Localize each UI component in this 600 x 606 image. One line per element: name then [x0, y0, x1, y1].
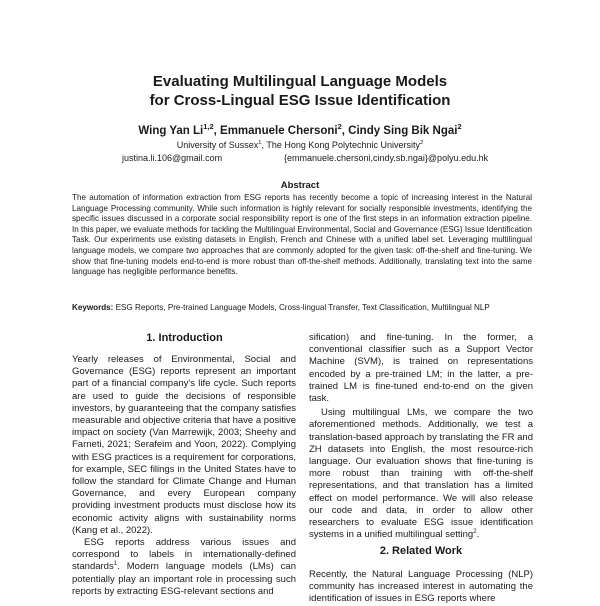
footnote-marker: 1	[113, 560, 118, 568]
author-3-affil: 2	[457, 122, 462, 132]
author-1-affil: 1,2	[203, 122, 214, 132]
keywords	[72, 303, 532, 314]
footnote-marker: 2	[473, 528, 477, 536]
author-2: Emmanuele Chersoni	[220, 125, 338, 137]
affiliations	[0, 140, 600, 150]
author-separator: ,	[341, 125, 349, 137]
paper-title	[0, 72, 600, 110]
section-heading-introduction: 1. Introduction	[146, 332, 223, 344]
affiliation-1-marker: 1	[258, 140, 262, 146]
email-right[interactable]: {emmanuele.chersoni,cindy.sb.ngai}@polyu.edu.hk	[284, 153, 489, 163]
affiliation-separator: ,	[261, 140, 267, 150]
title-line-2: for Cross-Lingual ESG Issue Identification	[149, 92, 451, 109]
author-2-affil: 2	[337, 122, 342, 132]
abstract-heading: Abstract	[280, 180, 320, 191]
paragraph: Yearly releases of Environmental, Social and Governance (ESG) reports represent an important part of a financial company's life cycle. Such reports are used to guide the decisions of responsible investors, by guaranteeing that the company satisfies measurable and objective criteria that have a positive impact on society (Van Marrewijk, 2003; Sheehy and Farneti, 2021; Serafeim and Yoon, 2022). Complying with ESG practices is a requirement for corporations, for example, SEC filings in the United States have to follow the standard for Climate Change and Human Governance, and every European company providing investment products must disclose how its economic activity aligns with sustainability norms (Kang et al., 2022).	[72, 354, 296, 536]
author-1: Wing Yan Li	[138, 125, 204, 137]
affiliation-2: The Hong Kong Polytechnic University	[266, 140, 420, 150]
section-heading-related-work: 2. Related Work	[379, 545, 463, 557]
affiliation-1: University of Sussex	[176, 140, 259, 150]
paragraph	[309, 407, 533, 541]
abstract-text: The automation of information extraction from ESG reports has recently become a topic of increasing interest in the Natural Language Processing community. While such information is highly relevant for socially responsible investments, identifying the specific issues discussed in a corporate social responsibility report is one of the first steps in an information extraction pipeline. In this paper, we evaluate methods for tackling the Multilingual Environmental, Social and Governance (ESG) Issue Identification Task. Our experiments use existing datasets in English, French and Chinese with a unified label set. Leveraging multilingual language models, we compare two approaches that are commonly adopted for the given task: off-the-shelf and fine-tuning. We show that fine-tuning models end-to-end is more robust than off-the-shelf methods. Additionally, translating text into the same language has negligible performance benefits.	[72, 193, 532, 277]
author-list	[0, 122, 600, 137]
related-work-text	[309, 569, 533, 606]
paragraph: sification) and fine-tuning. In the former, a conventional classifier such as a Support Vector Machine (SVM), is trained on representations encoded by a pre-trained LM; in the latter, a pre-trained LM is fine-tuned end-to-end on the given task.	[309, 332, 533, 405]
keywords-text: ESG Reports, Pre-trained Language Models, Cross-lingual Transfer, Text Classification, Multilingual NLP	[113, 303, 490, 312]
paragraph-text: . Modern language models (LMs) can potentially play an important role in processing such reports by extracting ESG-relevant sections and	[72, 561, 296, 597]
keywords-label: Keywords:	[72, 303, 114, 312]
left-column	[72, 354, 296, 598]
affiliation-2-marker: 2	[419, 140, 424, 146]
paragraph	[72, 537, 296, 598]
right-column	[309, 332, 533, 541]
paragraph-text: Using multilingual LMs, we compare the two aforementioned methods. Additionally, we test a translation-based approach by translating the FR and ZH datasets into English, the most resource-rich language. Our evaluation shows that fine-tuning is more robust than training with off-the-shelf representations, and that translation has a limited effect on model performance. We will also release our code and data, in order to allow other researchers to evaluate ESG issue identification systems in a unified multilingual setting	[309, 407, 533, 541]
paragraph: Recently, the Natural Language Processing (NLP) community has increased interest in automating the identification of issues in ESG reports where	[309, 569, 533, 605]
title-line-1: Evaluating Multilingual Language Models	[152, 73, 448, 90]
paragraph-text: .	[476, 529, 480, 541]
author-3: Cindy Sing Bik Ngai	[348, 125, 458, 137]
email-left[interactable]: justina.li.106@gmail.com	[122, 153, 223, 163]
author-separator: ,	[213, 125, 221, 137]
paragraph-text: ESG reports address various issues and correspond to labels in internationally-defined standards	[72, 537, 296, 573]
